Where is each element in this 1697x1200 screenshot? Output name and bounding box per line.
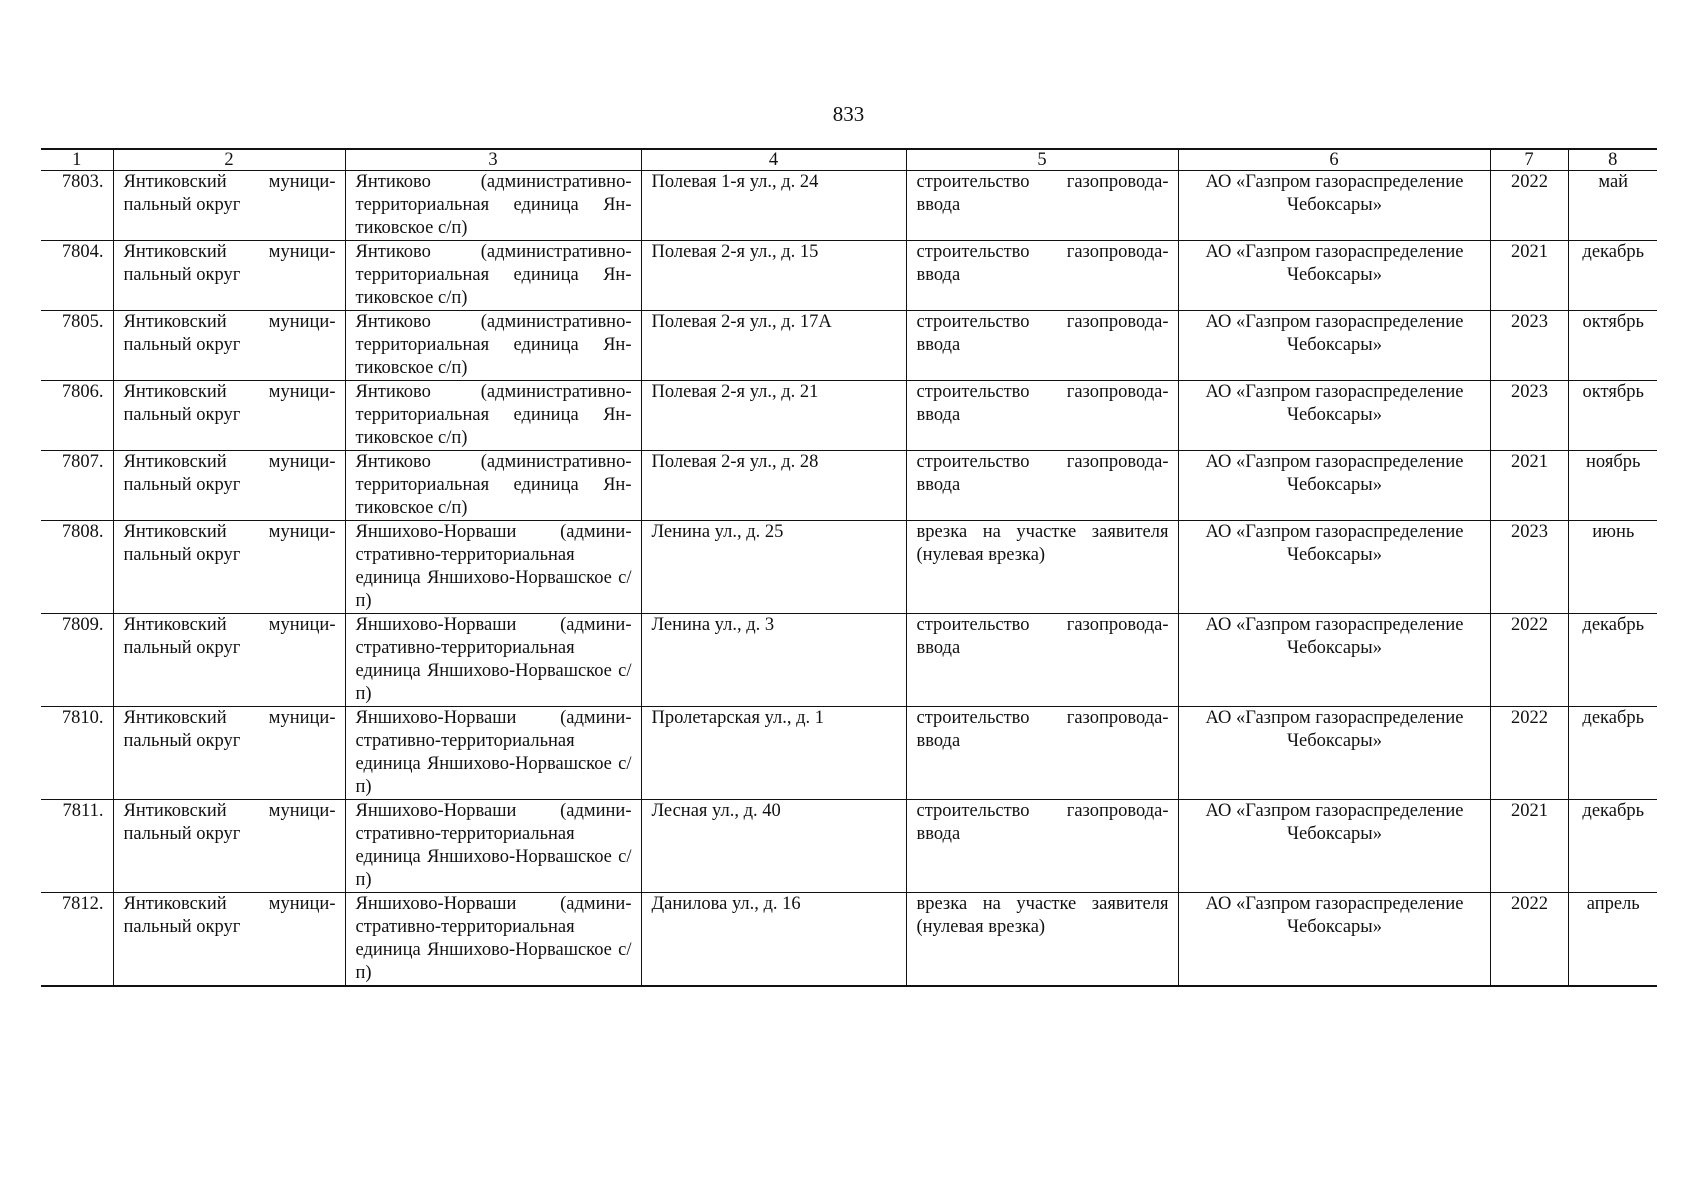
table-row (41, 800, 1657, 893)
address-cell: Полевая 1-я ул., д. 24 (641, 171, 906, 241)
column-number-row (41, 149, 1657, 171)
address-cell: Пролетарская ул., д. 1 (641, 707, 906, 800)
month-cell: декабрь (1568, 707, 1657, 800)
month-cell: декабрь (1568, 800, 1657, 893)
row-number: 7809. (41, 614, 113, 707)
table-row (41, 893, 1657, 987)
row-number: 7808. (41, 521, 113, 614)
column-header: 1 (41, 149, 113, 171)
district-cell: Янтиковский муници-пальный округ (113, 800, 345, 893)
year-cell: 2022 (1490, 171, 1568, 241)
district-cell: Янтиковский муници-пальный округ (113, 707, 345, 800)
work-type-cell: строительство газопровода-ввода (906, 614, 1178, 707)
locality-cell: Яншихово-Норваши (админи-стративно-территориальная единица Яншихово-Норвашское с/п) (345, 521, 641, 614)
organization-cell: АО «Газпром газораспределение Чебоксары» (1178, 381, 1490, 451)
address-cell: Полевая 2-я ул., д. 28 (641, 451, 906, 521)
row-number: 7807. (41, 451, 113, 521)
locality-cell: Янтиково (административно-территориальная единица Ян-тиковское с/п) (345, 311, 641, 381)
organization-cell: АО «Газпром газораспределение Чебоксары» (1178, 311, 1490, 381)
month-cell: апрель (1568, 893, 1657, 987)
year-cell: 2022 (1490, 893, 1568, 987)
locality-cell: Янтиково (административно-территориальная единица Ян-тиковское с/п) (345, 381, 641, 451)
organization-cell: АО «Газпром газораспределение Чебоксары» (1178, 800, 1490, 893)
organization-cell: АО «Газпром газораспределение Чебоксары» (1178, 451, 1490, 521)
district-cell: Янтиковский муници-пальный округ (113, 521, 345, 614)
work-type-cell: строительство газопровода-ввода (906, 241, 1178, 311)
table-row (41, 451, 1657, 521)
month-cell: октябрь (1568, 311, 1657, 381)
year-cell: 2021 (1490, 451, 1568, 521)
year-cell: 2023 (1490, 381, 1568, 451)
table-row (41, 614, 1657, 707)
organization-cell: АО «Газпром газораспределение Чебоксары» (1178, 521, 1490, 614)
page-number: 833 (832, 102, 865, 126)
row-number: 7806. (41, 381, 113, 451)
organization-cell: АО «Газпром газораспределение Чебоксары» (1178, 707, 1490, 800)
row-number: 7804. (41, 241, 113, 311)
work-type-cell: строительство газопровода-ввода (906, 381, 1178, 451)
table-row (41, 707, 1657, 800)
month-cell: декабрь (1568, 614, 1657, 707)
district-cell: Янтиковский муници-пальный округ (113, 311, 345, 381)
district-cell: Янтиковский муници-пальный округ (113, 614, 345, 707)
column-header: 2 (113, 149, 345, 171)
locality-cell: Яншихово-Норваши (админи-стративно-территориальная единица Яншихово-Норвашское с/п) (345, 707, 641, 800)
column-header: 8 (1568, 149, 1657, 171)
locality-cell: Янтиково (административно-территориальная единица Ян-тиковское с/п) (345, 171, 641, 241)
table-row (41, 171, 1657, 241)
district-cell: Янтиковский муници-пальный округ (113, 893, 345, 987)
month-cell: октябрь (1568, 381, 1657, 451)
table-row (41, 241, 1657, 311)
address-cell: Ленина ул., д. 25 (641, 521, 906, 614)
table-row (41, 311, 1657, 381)
locality-cell: Яншихово-Норваши (админи-стративно-территориальная единица Яншихово-Норвашское с/п) (345, 800, 641, 893)
month-cell: декабрь (1568, 241, 1657, 311)
organization-cell: АО «Газпром газораспределение Чебоксары» (1178, 893, 1490, 987)
locality-cell: Яншихово-Норваши (админи-стративно-территориальная единица Яншихово-Норвашское с/п) (345, 614, 641, 707)
month-cell: июнь (1568, 521, 1657, 614)
district-cell: Янтиковский муници-пальный округ (113, 171, 345, 241)
locality-cell: Яншихово-Норваши (админи-стративно-территориальная единица Яншихово-Норвашское с/п) (345, 893, 641, 987)
organization-cell: АО «Газпром газораспределение Чебоксары» (1178, 171, 1490, 241)
registry-table (41, 148, 1657, 987)
row-number: 7805. (41, 311, 113, 381)
work-type-cell: строительство газопровода-ввода (906, 171, 1178, 241)
district-cell: Янтиковский муници-пальный округ (113, 451, 345, 521)
column-header: 6 (1178, 149, 1490, 171)
address-cell: Ленина ул., д. 3 (641, 614, 906, 707)
column-header: 4 (641, 149, 906, 171)
locality-cell: Янтиково (административно-территориальная единица Ян-тиковское с/п) (345, 451, 641, 521)
table-row (41, 381, 1657, 451)
month-cell: ноябрь (1568, 451, 1657, 521)
address-cell: Полевая 2-я ул., д. 15 (641, 241, 906, 311)
address-cell: Полевая 2-я ул., д. 21 (641, 381, 906, 451)
column-header: 5 (906, 149, 1178, 171)
row-number: 7811. (41, 800, 113, 893)
row-number: 7810. (41, 707, 113, 800)
work-type-cell: строительство газопровода-ввода (906, 451, 1178, 521)
month-cell: май (1568, 171, 1657, 241)
work-type-cell: врезка на участке заявителя (нулевая врезка) (906, 521, 1178, 614)
district-cell: Янтиковский муници-пальный округ (113, 241, 345, 311)
row-number: 7812. (41, 893, 113, 987)
row-number: 7803. (41, 171, 113, 241)
district-cell: Янтиковский муници-пальный округ (113, 381, 345, 451)
table-row (41, 521, 1657, 614)
year-cell: 2023 (1490, 521, 1568, 614)
work-type-cell: строительство газопровода-ввода (906, 707, 1178, 800)
year-cell: 2023 (1490, 311, 1568, 381)
year-cell: 2021 (1490, 800, 1568, 893)
year-cell: 2022 (1490, 614, 1568, 707)
organization-cell: АО «Газпром газораспределение Чебоксары» (1178, 614, 1490, 707)
address-cell: Полевая 2-я ул., д. 17А (641, 311, 906, 381)
year-cell: 2021 (1490, 241, 1568, 311)
work-type-cell: строительство газопровода-ввода (906, 311, 1178, 381)
address-cell: Лесная ул., д. 40 (641, 800, 906, 893)
organization-cell: АО «Газпром газораспределение Чебоксары» (1178, 241, 1490, 311)
work-type-cell: врезка на участке заявителя (нулевая врезка) (906, 893, 1178, 987)
column-header: 7 (1490, 149, 1568, 171)
column-header: 3 (345, 149, 641, 171)
locality-cell: Янтиково (административно-территориальная единица Ян-тиковское с/п) (345, 241, 641, 311)
year-cell: 2022 (1490, 707, 1568, 800)
work-type-cell: строительство газопровода-ввода (906, 800, 1178, 893)
address-cell: Данилова ул., д. 16 (641, 893, 906, 987)
